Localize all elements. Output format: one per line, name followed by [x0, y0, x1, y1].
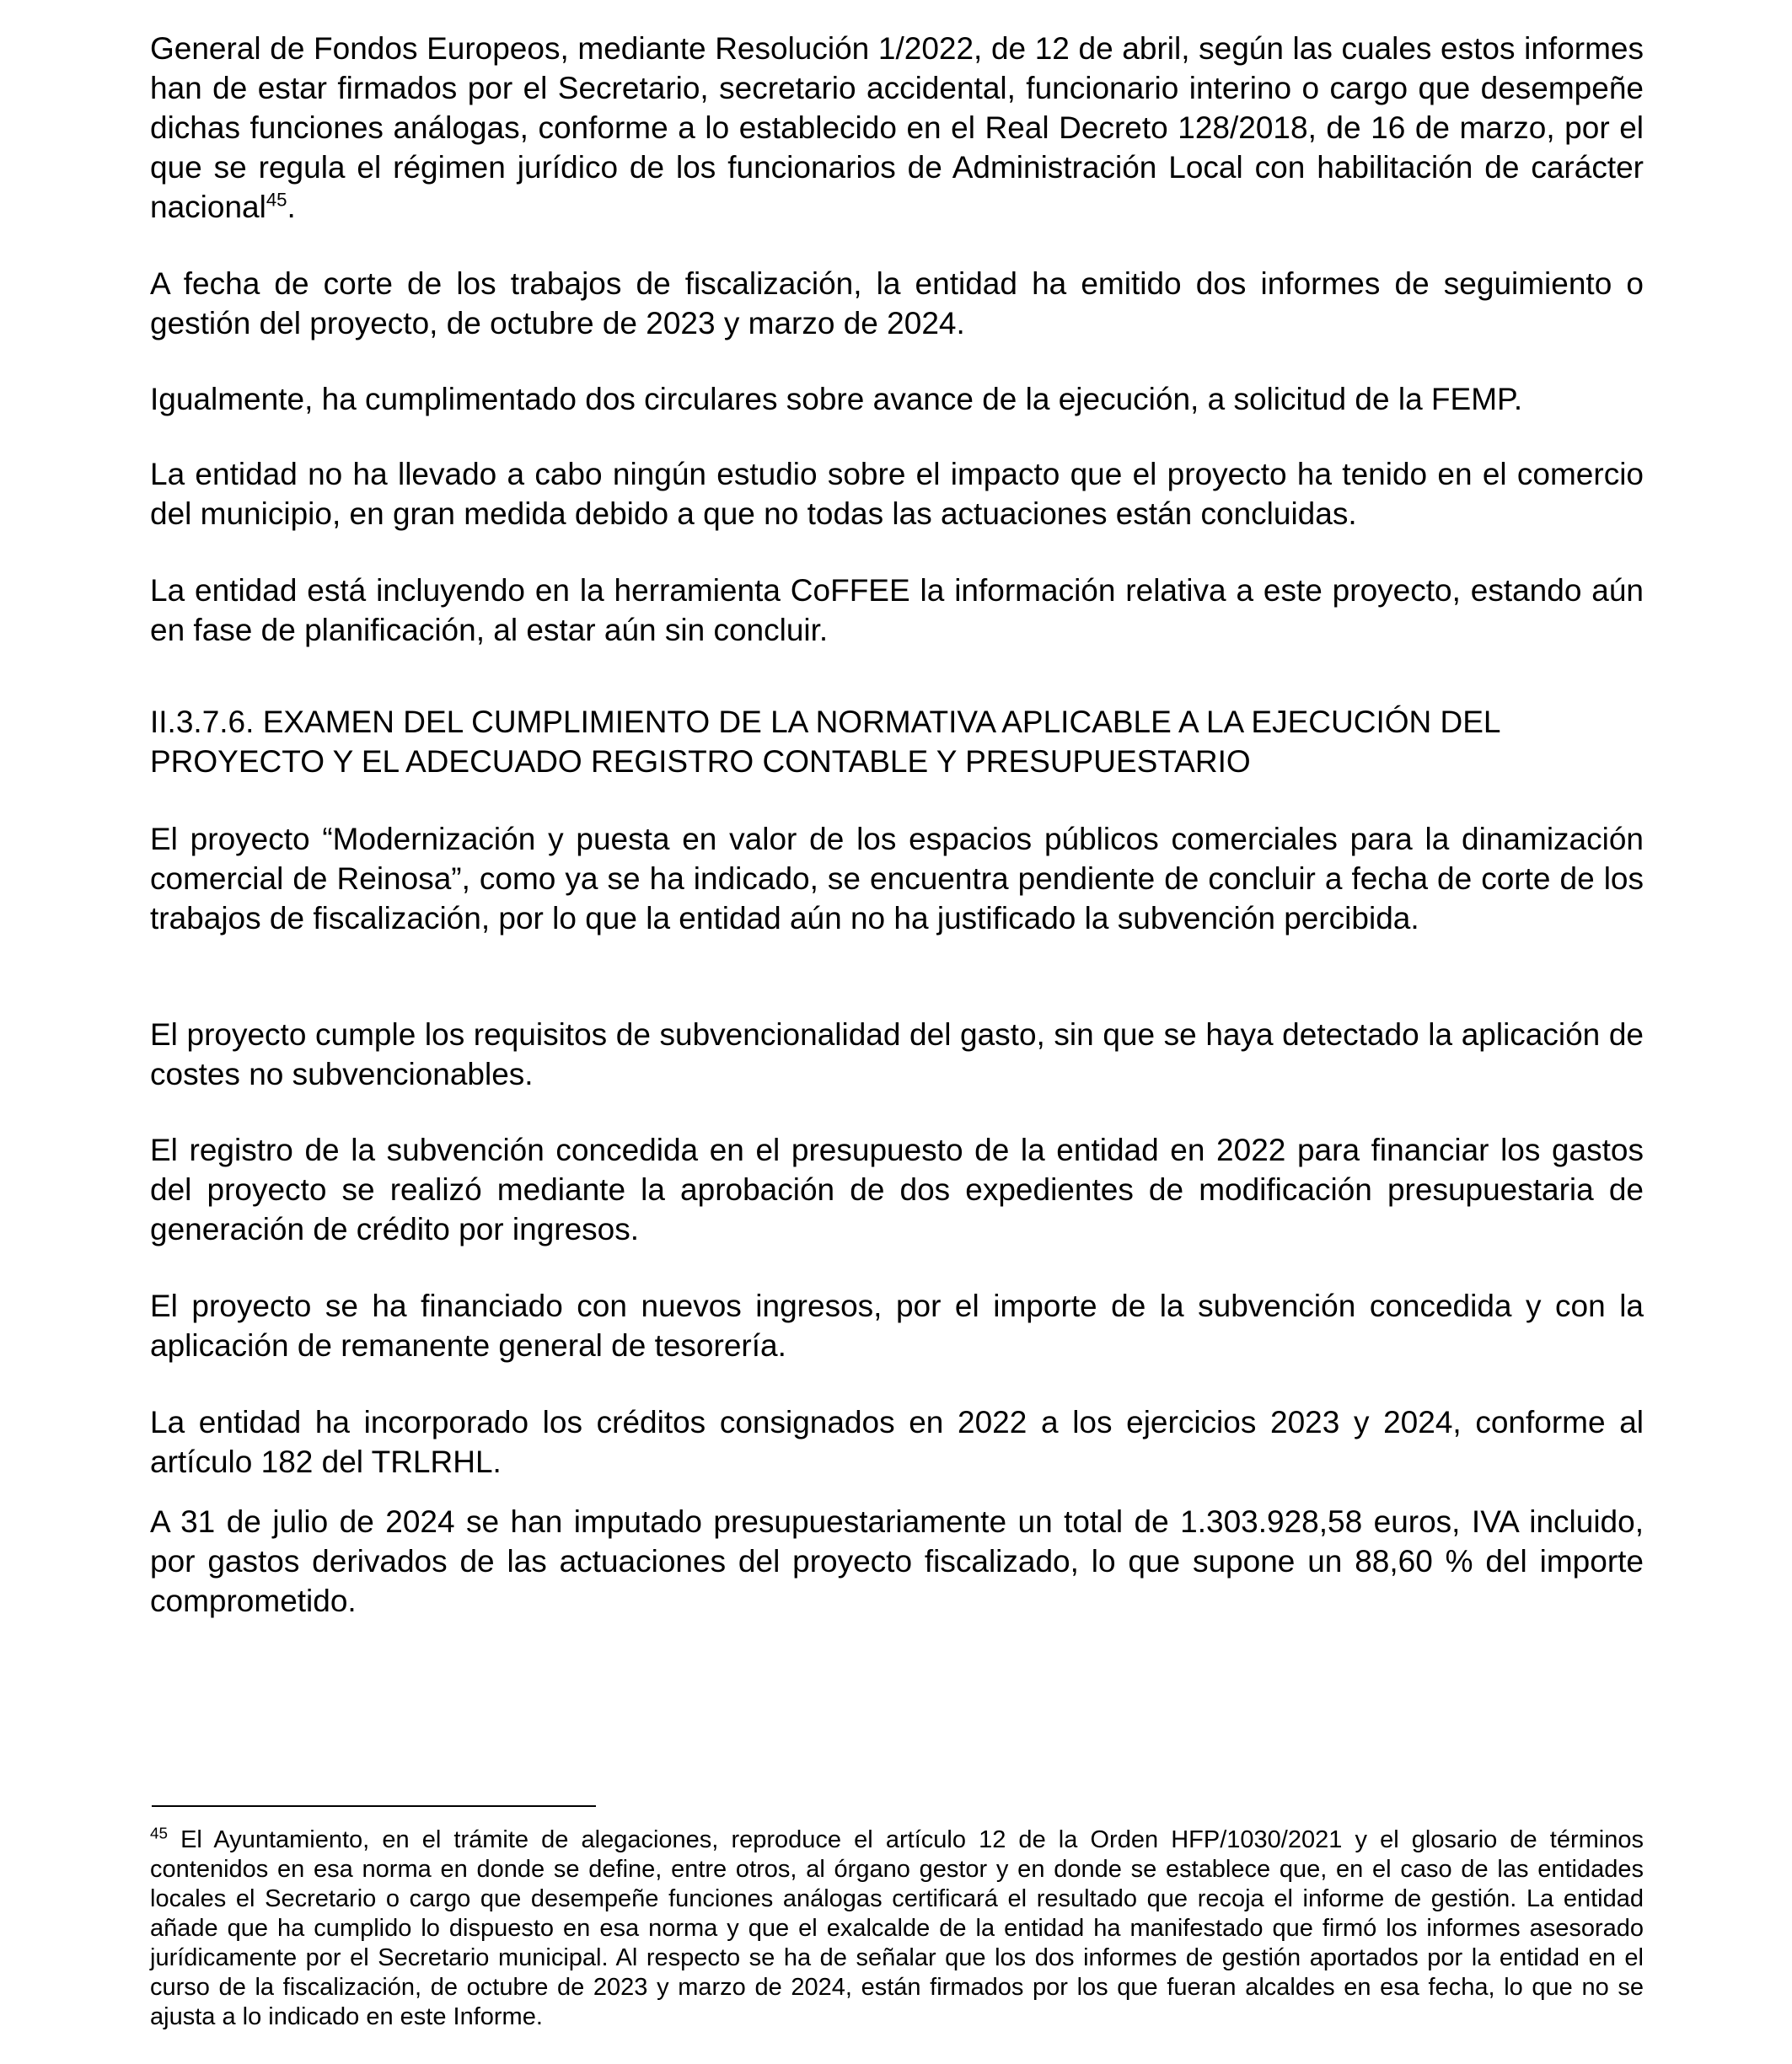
paragraph-coffee-tool: La entidad está incluyendo en la herramienta CoFFEE la información relativa a este proyecto, estando aún en fase de planificación, al estar aún sin concluir. — [150, 573, 1644, 647]
paragraph-imputed-expenses: A 31 de julio de 2024 se han imputado presupuestariamente un total de 1.303.928,58 euros, IVA incluido, por gastos derivados de las actuaciones del proyecto fiscalizado, lo que supone un 88,60 % del importe comprometido. — [150, 1504, 1644, 1618]
paragraph-follow-up-reports: A fecha de corte de los trabajos de fiscalización, la entidad ha emitido dos informes de seguimiento o gestión del proyecto, de octubre de 2023 y marzo de 2024. — [150, 266, 1644, 340]
footnote-text: El Ayuntamiento, en el trámite de alegaciones, reproduce el artículo 12 de la Orden HFP/1030/2021 y el glosario de términos contenidos en esa norma en donde se define, entre otros, al órgano gestor y en donde se establece que, en el caso de las entidades locales el Secretario o cargo que desempeñe funciones análogas certificará el resultado que recoja el informe de gestión. La entidad añade que ha cumplido lo dispuesto en esa norma y que el exalcalde de la entidad ha manifestado que firmó los informes asesorado jurídicamente por el Secretario municipal. Al respecto se ha de señalar que los dos informes de gestión aportados por la entidad en el curso de la fiscalización, de octubre de 2023 y marzo de 2024, están firmados por los que fueran alcaldes en esa fecha, lo que no se ajusta a lo indicado en este Informe. — [150, 1826, 1644, 2030]
paragraph-text: General de Fondos Europeos, mediante Resolución 1/2022, de 12 de abril, según las cuales estos informes han de estar firmados por el Secretario, secretario accidental, funcionario interino o cargo que desempeñe dichas funciones análogas, conforme a lo establecido en el Real Decreto 128/2018, de 16 de marzo, por el que se regula el régimen jurídico de los funcionarios de Administración Local con habilitación de carácter nacional — [150, 31, 1644, 224]
paragraph-circulars: Igualmente, ha cumplimentado dos circulares sobre avance de la ejecución, a solicitud de la FEMP. — [150, 382, 1523, 416]
footnote-number: 45 — [150, 1824, 168, 1842]
footnote — [150, 1825, 1644, 2032]
paragraph-credits-incorporated: La entidad ha incorporado los créditos consignados en 2022 a los ejercicios 2023 y 2024, conforme al artículo 182 del TRLRHL. — [150, 1405, 1644, 1479]
paragraph-punctuation: . — [287, 190, 296, 224]
paragraph-signature-requirements — [150, 29, 1644, 227]
footnote-separator — [152, 1805, 596, 1807]
paragraph-project-pending: El proyecto “Modernización y puesta en valor de los espacios públicos comerciales para la dinamización comercial de Reinosa”, como ya se ha indicado, se encuentra pendiente de concluir a fecha de corte de los trabajos de fiscalización, por lo que la entidad aún no ha justificado la subvención percibida. — [150, 822, 1644, 936]
paragraph-budget-registration: El registro de la subvención concedida en el presupuesto de la entidad en 2022 para financiar los gastos del proyecto se realizó mediante la aprobación de dos expedientes de modificación presupuestaria de generación de crédito por ingresos. — [150, 1133, 1644, 1246]
footnote-reference[interactable]: 45 — [266, 189, 287, 211]
paragraph-financing: El proyecto se ha financiado con nuevos ingresos, por el importe de la subvención concedida y con la aplicación de remanente general de tesorería. — [150, 1289, 1644, 1363]
paragraph-eligibility: El proyecto cumple los requisitos de subvencionalidad del gasto, sin que se haya detectado la aplicación de costes no subvencionables. — [150, 1017, 1644, 1091]
section-heading: II.3.7.6. EXAMEN DEL CUMPLIMIENTO DE LA NORMATIVA APLICABLE A LA EJECUCIÓN DEL PROYECTO Y EL ADECUADO REGISTRO CONTABLE Y PRESUPUESTARIO — [150, 705, 1500, 779]
paragraph-impact-study: La entidad no ha llevado a cabo ningún estudio sobre el impacto que el proyecto ha tenido en el comercio del municipio, en gran medida debido a que no todas las actuaciones están concluidas. — [150, 457, 1644, 531]
